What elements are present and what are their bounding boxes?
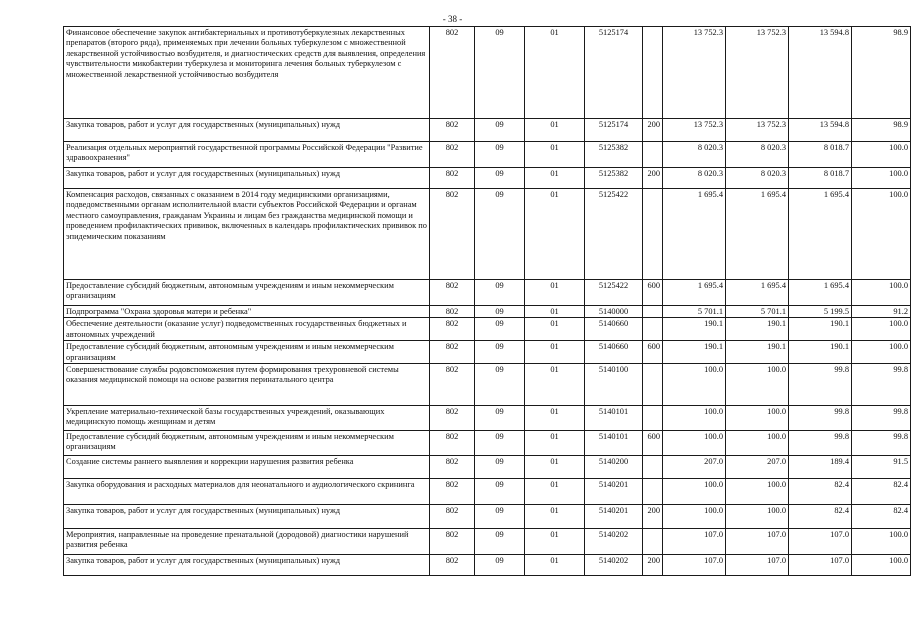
adjusted-amount-cell: 1 695.4: [726, 280, 789, 306]
executed-amount-cell: 5 199.5: [789, 306, 852, 318]
section-code-cell: 09: [475, 505, 525, 529]
execution-percent-cell: 100.0: [852, 142, 911, 168]
execution-percent-cell: 91.2: [852, 306, 911, 318]
planned-amount-cell: 8 020.3: [663, 142, 726, 168]
expense-type-cell: 200: [643, 119, 663, 142]
section-code-cell: 09: [475, 189, 525, 280]
target-article-cell: 5125382: [585, 142, 643, 168]
section-code-cell: 09: [475, 341, 525, 364]
item-name-cell: Финансовое обеспечение закупок антибактериальных и противотуберкулезных лекарственных препаратов (второго ряда), применяемых при лечении больных туберкулезом с множественной лекарственной устойчивостью возбудителя, и диагностических средств для выявления, определения чувствительности микобактерии туберкулеза и мониторинга лечения больных туберкулезом с множественной лекарственной устойчивостью возбудителя: [64, 27, 430, 119]
planned-amount-cell: 100.0: [663, 364, 726, 406]
adjusted-amount-cell: 5 701.1: [726, 306, 789, 318]
adjusted-amount-cell: 13 752.3: [726, 119, 789, 142]
subsection-code-cell: 01: [525, 280, 585, 306]
execution-percent-cell: 100.0: [852, 280, 911, 306]
section-code-cell: 09: [475, 168, 525, 189]
expense-type-cell: 200: [643, 555, 663, 576]
expense-type-cell: [643, 529, 663, 555]
target-article-cell: 5140100: [585, 364, 643, 406]
section-code-cell: 09: [475, 119, 525, 142]
section-code-cell: 09: [475, 27, 525, 119]
table-row: [64, 306, 911, 318]
target-article-cell: 5125422: [585, 189, 643, 280]
table-row: [64, 168, 911, 189]
admin-code-cell: 802: [430, 505, 475, 529]
item-name-cell: Закупка товаров, работ и услуг для государственных (муниципальных) нужд: [64, 168, 430, 189]
expense-type-cell: [643, 189, 663, 280]
planned-amount-cell: 1 695.4: [663, 280, 726, 306]
target-article-cell: 5125382: [585, 168, 643, 189]
executed-amount-cell: 99.8: [789, 431, 852, 456]
item-name-cell: Закупка товаров, работ и услуг для государственных (муниципальных) нужд: [64, 555, 430, 576]
planned-amount-cell: 100.0: [663, 431, 726, 456]
planned-amount-cell: 190.1: [663, 341, 726, 364]
expense-type-cell: [643, 306, 663, 318]
execution-percent-cell: 100.0: [852, 555, 911, 576]
item-name-cell: Создание системы раннего выявления и коррекции нарушения развития ребенка: [64, 456, 430, 479]
subsection-code-cell: 01: [525, 479, 585, 505]
admin-code-cell: 802: [430, 119, 475, 142]
subsection-code-cell: 01: [525, 555, 585, 576]
execution-percent-cell: 82.4: [852, 479, 911, 505]
adjusted-amount-cell: 100.0: [726, 505, 789, 529]
admin-code-cell: 802: [430, 431, 475, 456]
executed-amount-cell: 189.4: [789, 456, 852, 479]
section-code-cell: 09: [475, 306, 525, 318]
expense-type-cell: [643, 142, 663, 168]
target-article-cell: 5140101: [585, 431, 643, 456]
target-article-cell: 5140201: [585, 505, 643, 529]
target-article-cell: 5140202: [585, 555, 643, 576]
item-name-cell: Закупка оборудования и расходных материалов для неонатального и аудиологического скрининга: [64, 479, 430, 505]
subsection-code-cell: 01: [525, 306, 585, 318]
expense-type-cell: 200: [643, 505, 663, 529]
executed-amount-cell: 1 695.4: [789, 189, 852, 280]
target-article-cell: 5125422: [585, 280, 643, 306]
budget-table: [63, 26, 911, 576]
execution-percent-cell: 100.0: [852, 189, 911, 280]
target-article-cell: 5125174: [585, 27, 643, 119]
section-code-cell: 09: [475, 456, 525, 479]
executed-amount-cell: 82.4: [789, 479, 852, 505]
item-name-cell: Компенсация расходов, связанных с оказанием в 2014 году медицинскими организациями, подведомственными органам исполнительной власти субъектов Российской Федерации и органам местного самоуправления, гражданам Украины и лицам без гражданства медицинской помощи и проведением профилактических прививок, включенных в календарь профилактических прививок по эпидемическим показаниям: [64, 189, 430, 280]
item-name-cell: Подпрограмма "Охрана здоровья матери и ребенка": [64, 306, 430, 318]
execution-percent-cell: 82.4: [852, 505, 911, 529]
planned-amount-cell: 100.0: [663, 406, 726, 431]
executed-amount-cell: 13 594.8: [789, 27, 852, 119]
table-row: [64, 431, 911, 456]
admin-code-cell: 802: [430, 456, 475, 479]
subsection-code-cell: 01: [525, 456, 585, 479]
admin-code-cell: 802: [430, 142, 475, 168]
expense-type-cell: 600: [643, 341, 663, 364]
expense-type-cell: [643, 27, 663, 119]
target-article-cell: 5125174: [585, 119, 643, 142]
section-code-cell: 09: [475, 479, 525, 505]
table-row: [64, 189, 911, 280]
execution-percent-cell: 98.9: [852, 119, 911, 142]
execution-percent-cell: 91.5: [852, 456, 911, 479]
item-name-cell: Закупка товаров, работ и услуг для государственных (муниципальных) нужд: [64, 505, 430, 529]
table-body: [64, 27, 911, 576]
execution-percent-cell: 98.9: [852, 27, 911, 119]
executed-amount-cell: 99.8: [789, 406, 852, 431]
execution-percent-cell: 99.8: [852, 406, 911, 431]
page-number: - 38 -: [442, 14, 463, 24]
adjusted-amount-cell: 107.0: [726, 529, 789, 555]
planned-amount-cell: 107.0: [663, 555, 726, 576]
expense-type-cell: [643, 406, 663, 431]
subsection-code-cell: 01: [525, 168, 585, 189]
item-name-cell: Мероприятия, направленные на проведение пренатальной (дородовой) диагностики нарушений развития ребенка: [64, 529, 430, 555]
admin-code-cell: 802: [430, 168, 475, 189]
item-name-cell: Реализация отдельных мероприятий государственной программы Российской Федерации "Развитие здравоохранения": [64, 142, 430, 168]
table-row: [64, 318, 911, 341]
executed-amount-cell: 99.8: [789, 364, 852, 406]
table-row: [64, 406, 911, 431]
adjusted-amount-cell: 8 020.3: [726, 168, 789, 189]
item-name-cell: Предоставление субсидий бюджетным, автономным учреждениям и иным некоммерческим организациям: [64, 341, 430, 364]
admin-code-cell: 802: [430, 555, 475, 576]
planned-amount-cell: 100.0: [663, 505, 726, 529]
admin-code-cell: 802: [430, 341, 475, 364]
item-name-cell: Совершенствование службы родовспоможения путем формирования трехуровневой системы оказания медицинской помощи на основе развития перинатального центра: [64, 364, 430, 406]
executed-amount-cell: 107.0: [789, 529, 852, 555]
planned-amount-cell: 207.0: [663, 456, 726, 479]
executed-amount-cell: 190.1: [789, 318, 852, 341]
adjusted-amount-cell: 190.1: [726, 341, 789, 364]
item-name-cell: Закупка товаров, работ и услуг для государственных (муниципальных) нужд: [64, 119, 430, 142]
executed-amount-cell: 8 018.7: [789, 168, 852, 189]
executed-amount-cell: 107.0: [789, 555, 852, 576]
expense-type-cell: 600: [643, 280, 663, 306]
section-code-cell: 09: [475, 529, 525, 555]
item-name-cell: Предоставление субсидий бюджетным, автономным учреждениям и иным некоммерческим организациям: [64, 280, 430, 306]
table-row: [64, 456, 911, 479]
item-name-cell: Укрепление материально-технической базы государственных учреждений, оказывающих медицинскую помощь женщинам и детям: [64, 406, 430, 431]
planned-amount-cell: 13 752.3: [663, 119, 726, 142]
section-code-cell: 09: [475, 406, 525, 431]
admin-code-cell: 802: [430, 189, 475, 280]
expense-type-cell: 600: [643, 431, 663, 456]
planned-amount-cell: 190.1: [663, 318, 726, 341]
executed-amount-cell: 82.4: [789, 505, 852, 529]
section-code-cell: 09: [475, 280, 525, 306]
section-code-cell: 09: [475, 555, 525, 576]
table-row: [64, 479, 911, 505]
adjusted-amount-cell: 107.0: [726, 555, 789, 576]
planned-amount-cell: 8 020.3: [663, 168, 726, 189]
adjusted-amount-cell: 13 752.3: [726, 27, 789, 119]
admin-code-cell: 802: [430, 364, 475, 406]
subsection-code-cell: 01: [525, 27, 585, 119]
planned-amount-cell: 13 752.3: [663, 27, 726, 119]
execution-percent-cell: 100.0: [852, 529, 911, 555]
executed-amount-cell: 190.1: [789, 341, 852, 364]
subsection-code-cell: 01: [525, 529, 585, 555]
adjusted-amount-cell: 100.0: [726, 364, 789, 406]
admin-code-cell: 802: [430, 306, 475, 318]
subsection-code-cell: 01: [525, 341, 585, 364]
adjusted-amount-cell: 8 020.3: [726, 142, 789, 168]
item-name-cell: Обеспечение деятельности (оказание услуг) подведомственных государственных бюджетных и автономных учреждений: [64, 318, 430, 341]
execution-percent-cell: 100.0: [852, 341, 911, 364]
target-article-cell: 5140660: [585, 318, 643, 341]
table-row: [64, 280, 911, 306]
target-article-cell: 5140202: [585, 529, 643, 555]
expense-type-cell: 200: [643, 168, 663, 189]
subsection-code-cell: 01: [525, 189, 585, 280]
subsection-code-cell: 01: [525, 318, 585, 341]
executed-amount-cell: 13 594.8: [789, 119, 852, 142]
table-row: [64, 341, 911, 364]
expense-type-cell: [643, 318, 663, 341]
expense-type-cell: [643, 456, 663, 479]
table-row: [64, 529, 911, 555]
target-article-cell: 5140000: [585, 306, 643, 318]
subsection-code-cell: 01: [525, 119, 585, 142]
admin-code-cell: 802: [430, 318, 475, 341]
table-row: [64, 505, 911, 529]
execution-percent-cell: 99.8: [852, 431, 911, 456]
execution-percent-cell: 100.0: [852, 318, 911, 341]
admin-code-cell: 802: [430, 529, 475, 555]
adjusted-amount-cell: 1 695.4: [726, 189, 789, 280]
admin-code-cell: 802: [430, 280, 475, 306]
adjusted-amount-cell: 207.0: [726, 456, 789, 479]
section-code-cell: 09: [475, 318, 525, 341]
expense-type-cell: [643, 479, 663, 505]
execution-percent-cell: 99.8: [852, 364, 911, 406]
section-code-cell: 09: [475, 142, 525, 168]
table-row: [64, 555, 911, 576]
planned-amount-cell: 1 695.4: [663, 189, 726, 280]
planned-amount-cell: 100.0: [663, 479, 726, 505]
adjusted-amount-cell: 190.1: [726, 318, 789, 341]
target-article-cell: 5140200: [585, 456, 643, 479]
admin-code-cell: 802: [430, 27, 475, 119]
section-code-cell: 09: [475, 431, 525, 456]
subsection-code-cell: 01: [525, 505, 585, 529]
target-article-cell: 5140101: [585, 406, 643, 431]
expense-type-cell: [643, 364, 663, 406]
adjusted-amount-cell: 100.0: [726, 479, 789, 505]
target-article-cell: 5140660: [585, 341, 643, 364]
subsection-code-cell: 01: [525, 406, 585, 431]
target-article-cell: 5140201: [585, 479, 643, 505]
executed-amount-cell: 1 695.4: [789, 280, 852, 306]
adjusted-amount-cell: 100.0: [726, 431, 789, 456]
table-row: [64, 142, 911, 168]
subsection-code-cell: 01: [525, 364, 585, 406]
planned-amount-cell: 5 701.1: [663, 306, 726, 318]
adjusted-amount-cell: 100.0: [726, 406, 789, 431]
table-row: [64, 119, 911, 142]
admin-code-cell: 802: [430, 406, 475, 431]
subsection-code-cell: 01: [525, 431, 585, 456]
section-code-cell: 09: [475, 364, 525, 406]
table-row: [64, 27, 911, 119]
executed-amount-cell: 8 018.7: [789, 142, 852, 168]
item-name-cell: Предоставление субсидий бюджетным, автономным учреждениям и иным некоммерческим организациям: [64, 431, 430, 456]
admin-code-cell: 802: [430, 479, 475, 505]
table-row: [64, 364, 911, 406]
subsection-code-cell: 01: [525, 142, 585, 168]
execution-percent-cell: 100.0: [852, 168, 911, 189]
planned-amount-cell: 107.0: [663, 529, 726, 555]
